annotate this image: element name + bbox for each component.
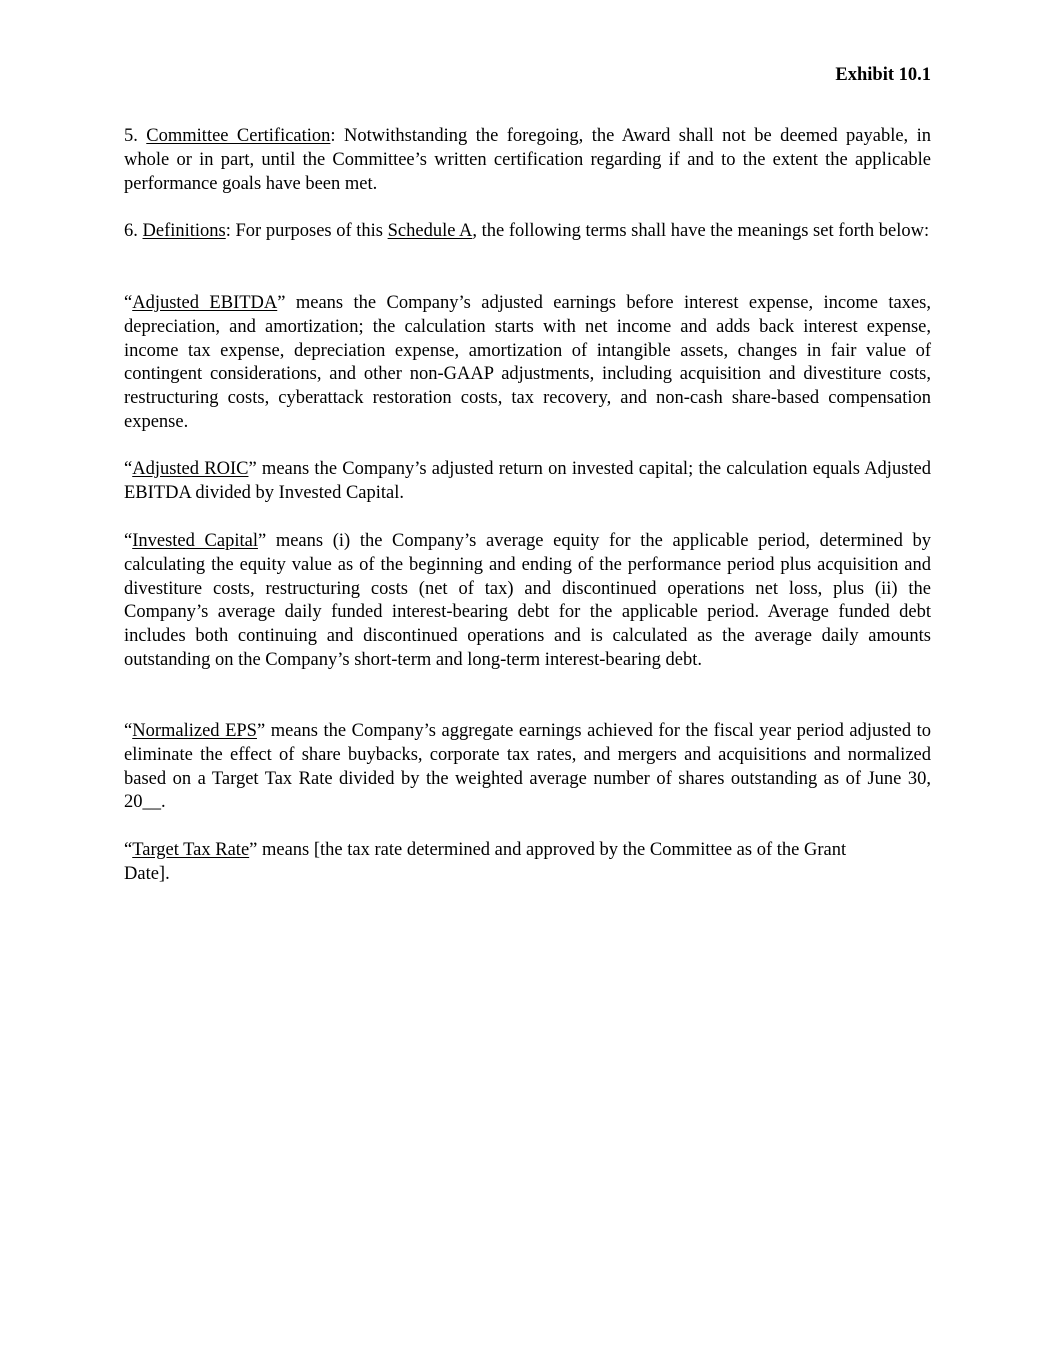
definition-text: ” means [the tax rate determined and approved by the Committee as of the Grant Date]. [124,840,847,884]
definition-text: ” means (i) the Company’s average equity for the applicable period, determined by calculating the equity value as of the beginning and ending of the performance period plus acquisition and divestiture costs, restructuring costs (net of tax) and discontinued operations net loss, plus (ii) the Company’s average daily funded interest-bearing debt for the applicable period. Average funded debt includes both continuing and discontinued operations and is calculated as the average daily amounts outstanding on the Company’s short-term and long-term interest-bearing debt. [124,531,931,670]
definition-adjusted-roic [124,458,931,506]
defined-term: Target Tax Rate [132,840,250,860]
section-term: Definitions [142,221,226,241]
open-quote: “ [124,459,133,479]
open-quote: “ [124,531,133,551]
definition-text: ” means the Company’s adjusted return on invested capital; the calculation equals Adjusted EBITDA divided by Invested Capital. [124,459,931,503]
definition-text: ” means the Company’s adjusted earnings before interest expense, income taxes, depreciation, and amortization; the calculation starts with net income and adds back interest expense, income tax expense, depreciation expense, amortization of intangible assets, changes in fair value of contingent considerations, and other non-GAAP adjustments, including acquisition and divestiture costs, restructuring costs, cyberattack restoration costs, tax recovery, and non-cash share-based compensation expense. [124,293,931,432]
defined-term: Invested Capital [132,531,258,551]
open-quote: “ [124,721,133,741]
schedule-reference: Schedule A [387,221,473,241]
section-committee-certification [124,125,931,196]
open-quote: “ [124,293,133,313]
definition-adjusted-ebitda [124,292,931,435]
defined-term: Adjusted EBITDA [132,293,278,313]
definition-invested-capital [124,530,931,673]
section-text: : For purposes of this [225,221,388,241]
definition-normalized-eps [124,720,931,815]
exhibit-label: Exhibit 10.1 [835,65,931,85]
section-number: 5. [124,126,147,146]
defined-term: Adjusted ROIC [132,459,249,479]
section-text: , the following terms shall have the meanings set forth below: [472,221,930,241]
definition-target-tax-rate [124,839,894,887]
section-number: 6. [124,221,143,241]
section-text: : Notwithstanding the foregoing, the Award shall not be deemed payable, in whole or in part, until the Committee’s written certification regarding if and to the extent the applicable performance goals have been met. [124,126,931,194]
section-term: Committee Certification [146,126,331,146]
open-quote: “ [124,840,133,860]
definition-text: ” means the Company’s aggregate earnings achieved for the fiscal year period adjusted to eliminate the effect of share buybacks, corporate tax rates, and mergers and acquisitions and normalized based on a Target Tax Rate divided by the weighted average number of shares outstanding as of June 30, 20__. [124,721,932,813]
section-definitions [124,220,931,244]
defined-term: Normalized EPS [132,721,257,741]
